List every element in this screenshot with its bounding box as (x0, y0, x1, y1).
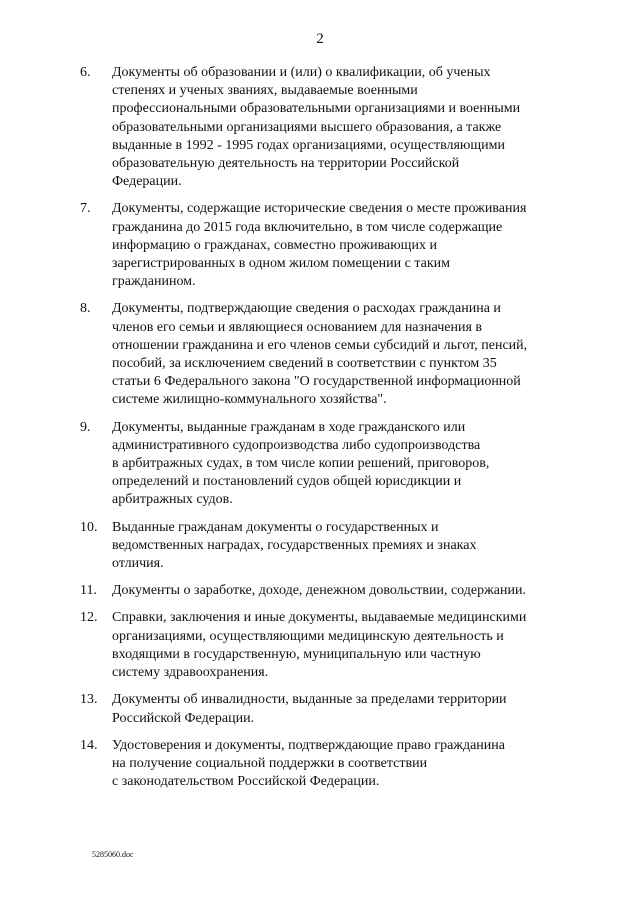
item-text: Документы о заработке, доходе, денежном довольствии, содержании. (112, 583, 526, 599)
item-text: Документы, подтверждающие сведения о расходах гражданина и членов его семьи и являющиеся основанием для назначения в отношении гражданина и его членов семьи субсидий и льгот, пенсий, пособий, за исключением сведений в соответствии с пунктом 35 статьи 6 Федерального закона "О государственной информационной системе жилищно-коммунального хозяйства". (112, 301, 528, 408)
item-number: 14. (80, 737, 98, 753)
item-text: Документы об инвалидности, выданные за пределами территории Российской Федерации. (112, 692, 507, 726)
item-text: Справки, заключения и иные документы, выдаваемые медицинскими организациями, осуществляющими медицинскую деятельность и входящими в государственную, муниципальную или частную систему здравоохранения. (112, 610, 527, 681)
list-item (80, 582, 560, 600)
item-number: 13. (80, 692, 98, 708)
list-item (80, 419, 560, 510)
item-number: 7. (80, 201, 91, 217)
item-text: Документы об образовании и (или) о квалификации, об ученых степенях и ученых званиях, выдаваемые военными профессиональными образовательными организациями и военными образовательными организациями высшего образования, а также выданные в 1992 - 1995 годах организациями, осуществляющими образовательную деятельность на территории Российской Федерации. (112, 65, 521, 190)
list-item (80, 609, 560, 682)
item-text: Выданные гражданам документы о государственных и ведомственных наградах, государственных премиях и знаках отличия. (112, 519, 477, 572)
item-text: Документы, выданные гражданам в ходе гражданского или административного судопроизводства либо судопроизводства в арбитражных судах, в том числе копии решений, приговоров, определений и постановлений судов общей юрисдикции и арбитражных судов. (112, 419, 490, 508)
item-text: Документы, содержащие исторические сведения о месте проживания гражданина до 2015 года включительно, в том числе содержащие информацию о гражданах, совместно проживающих и зарегистрированных в одном жилом помещении с таким гражданином. (112, 201, 527, 290)
document-list (80, 64, 560, 800)
list-item (80, 300, 560, 409)
list-item (80, 691, 560, 727)
list-item (80, 64, 560, 191)
list-item (80, 737, 560, 792)
item-number: 12. (80, 610, 98, 626)
item-number: 10. (80, 519, 98, 535)
item-number: 6. (80, 65, 91, 80)
item-number: 8. (80, 301, 91, 317)
item-number: 9. (80, 419, 91, 435)
page-number: 2 (316, 31, 324, 47)
list-item (80, 519, 560, 574)
document-filename: 5285060.doc (92, 850, 134, 859)
list-item (80, 200, 560, 291)
item-text: Удостоверения и документы, подтверждающие право гражданина на получение социальной поддержки в соответствии с законодательством Российской Федерации. (112, 737, 505, 790)
item-number: 11. (80, 583, 97, 599)
